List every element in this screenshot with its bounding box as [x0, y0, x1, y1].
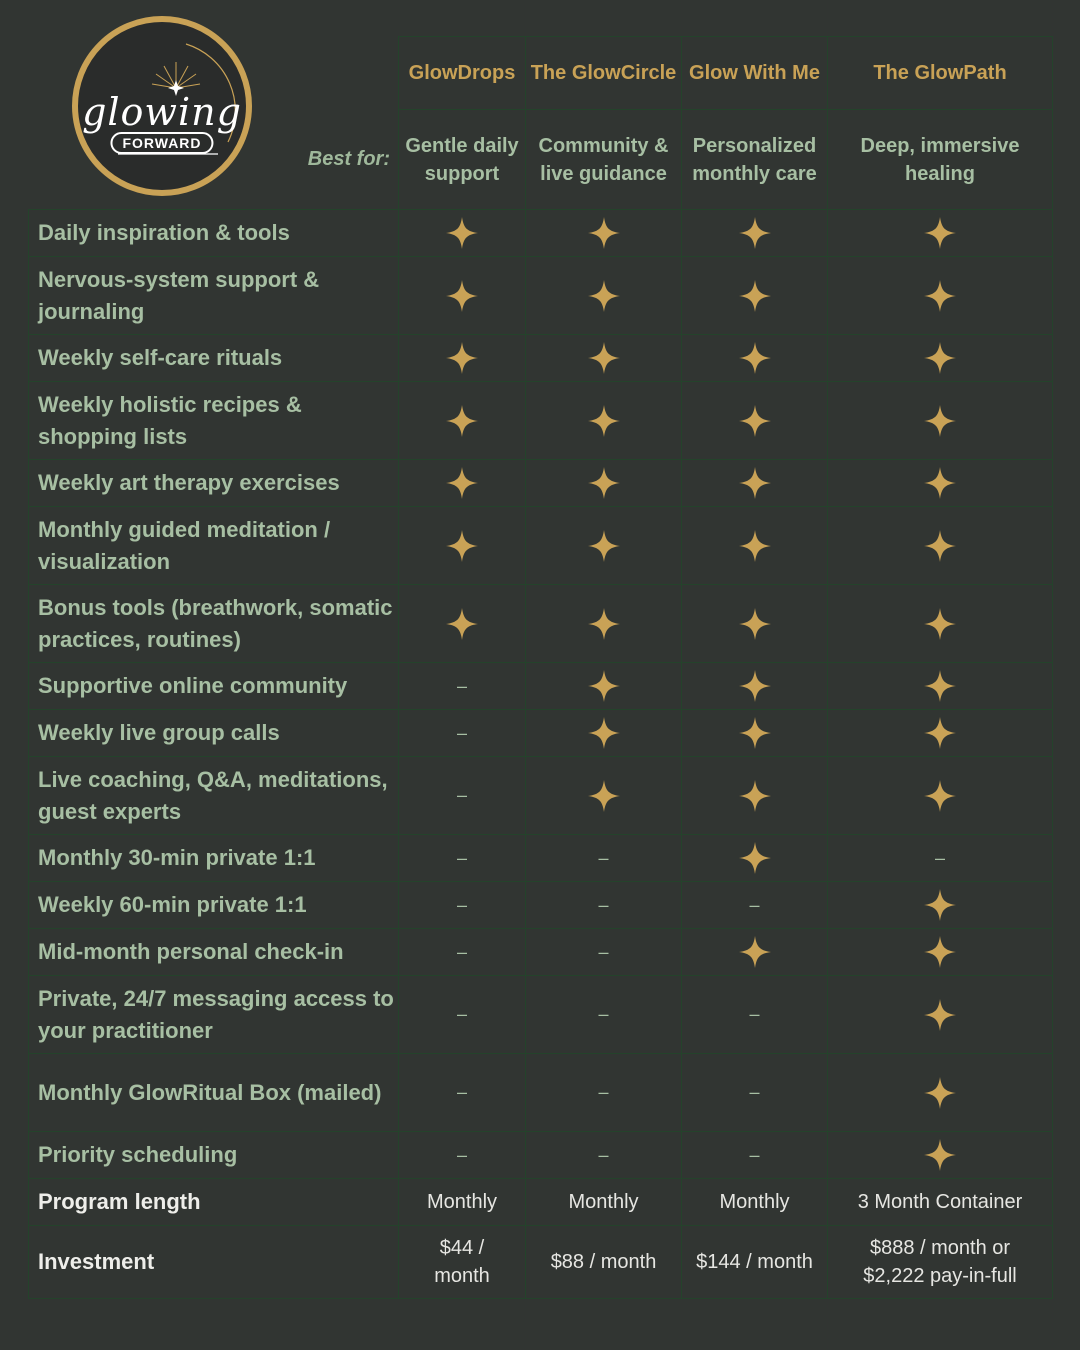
- program-length-value: Monthly: [526, 1179, 682, 1226]
- feature-cell: [682, 460, 828, 507]
- feature-cell: [399, 210, 526, 257]
- feature-cell: [399, 335, 526, 382]
- four-point-star-icon: [923, 529, 957, 563]
- dash-icon: –: [598, 1004, 609, 1024]
- dash-icon: –: [598, 847, 609, 868]
- plan-name-glowcircle: The GlowCircle: [526, 37, 682, 110]
- dash-icon: –: [749, 1004, 760, 1024]
- four-point-star-icon: [923, 1076, 957, 1110]
- feature-row: [29, 882, 1053, 929]
- feature-rows: [29, 210, 1053, 1179]
- four-point-star-icon: [923, 216, 957, 250]
- four-point-star-icon: [445, 529, 479, 563]
- four-point-star-icon: [587, 779, 621, 813]
- dash-icon: –: [456, 1144, 467, 1165]
- four-point-star-icon: [923, 935, 957, 969]
- feature-label: Weekly holistic recipes & shopping lists: [29, 382, 399, 460]
- feature-cell: [682, 882, 828, 929]
- program-length-row: [29, 1179, 1053, 1226]
- four-point-star-icon: [587, 607, 621, 641]
- four-point-star-icon: [738, 669, 772, 703]
- feature-label: Nervous-system support & journaling: [29, 257, 399, 335]
- program-length-label: Program length: [29, 1179, 399, 1226]
- plan-name-glowdrops: GlowDrops: [399, 37, 526, 110]
- dash-icon: –: [456, 1082, 467, 1102]
- feature-cell: [399, 257, 526, 335]
- feature-cell: [682, 976, 828, 1054]
- program-length-value: 3 Month Container: [828, 1179, 1053, 1226]
- four-point-star-icon: [587, 341, 621, 375]
- feature-label: Live coaching, Q&A, meditations, guest experts: [29, 757, 399, 835]
- feature-cell: [828, 257, 1053, 335]
- four-point-star-icon: [738, 607, 772, 641]
- feature-cell: [399, 710, 526, 757]
- feature-cell: [526, 976, 682, 1054]
- feature-cell: [399, 382, 526, 460]
- four-point-star-icon: [587, 529, 621, 563]
- four-point-star-icon: [587, 466, 621, 500]
- four-point-star-icon: [738, 404, 772, 438]
- four-point-star-icon: [738, 279, 772, 313]
- program-length-value: Monthly: [682, 1179, 828, 1226]
- dash-icon: –: [749, 1144, 760, 1165]
- investment-value: $888 / month or $2,222 pay-in-full: [828, 1226, 1053, 1299]
- best-for-glowpath: Deep, immersive healing: [828, 110, 1053, 210]
- dash-icon: –: [456, 1004, 467, 1024]
- four-point-star-icon: [738, 466, 772, 500]
- comparison-table: [28, 36, 1053, 1299]
- four-point-star-icon: [923, 888, 957, 922]
- feature-cell: [399, 1132, 526, 1179]
- feature-row: [29, 507, 1053, 585]
- four-point-star-icon: [587, 669, 621, 703]
- feature-cell: [526, 507, 682, 585]
- feature-cell: [828, 835, 1053, 882]
- plan-name-glow-with-me: Glow With Me: [682, 37, 828, 110]
- feature-label: Priority scheduling: [29, 1132, 399, 1179]
- plan-name-glowpath: The GlowPath: [828, 37, 1053, 110]
- investment-value: $44 / month: [399, 1226, 526, 1299]
- dash-icon: –: [934, 847, 945, 868]
- four-point-star-icon: [587, 216, 621, 250]
- feature-label: Daily inspiration & tools: [29, 210, 399, 257]
- four-point-star-icon: [738, 716, 772, 750]
- feature-label: Mid-month personal check-in: [29, 929, 399, 976]
- feature-cell: [828, 382, 1053, 460]
- feature-cell: [399, 835, 526, 882]
- four-point-star-icon: [738, 935, 772, 969]
- feature-cell: [526, 835, 682, 882]
- feature-row: [29, 382, 1053, 460]
- feature-label: Supportive online community: [29, 663, 399, 710]
- investment-value: $88 / month: [526, 1226, 682, 1299]
- feature-row: [29, 335, 1053, 382]
- feature-row: [29, 976, 1053, 1054]
- feature-cell: [399, 929, 526, 976]
- dash-icon: –: [598, 1082, 609, 1102]
- investment-label: Investment: [29, 1226, 399, 1299]
- four-point-star-icon: [923, 669, 957, 703]
- header-spacer: [29, 37, 399, 110]
- feature-row: [29, 1054, 1053, 1132]
- feature-cell: [682, 757, 828, 835]
- plan-header-row: [29, 37, 1053, 110]
- dash-icon: –: [749, 894, 760, 915]
- feature-cell: [828, 976, 1053, 1054]
- feature-cell: [682, 1054, 828, 1132]
- dash-icon: –: [456, 847, 467, 868]
- feature-row: [29, 210, 1053, 257]
- feature-label: Monthly GlowRitual Box (mailed): [29, 1054, 399, 1132]
- feature-row: [29, 257, 1053, 335]
- best-for-glow-with-me: Personalized monthly care: [682, 110, 828, 210]
- feature-row: [29, 929, 1053, 976]
- logo-wordmark: glowing: [82, 90, 242, 134]
- dash-icon: –: [456, 894, 467, 915]
- best-for-glowcircle: Community & live guidance: [526, 110, 682, 210]
- feature-cell: [828, 335, 1053, 382]
- four-point-star-icon: [923, 341, 957, 375]
- feature-label: Private, 24/7 messaging access to your practitioner: [29, 976, 399, 1054]
- four-point-star-icon: [445, 607, 479, 641]
- feature-cell: [682, 382, 828, 460]
- four-point-star-icon: [587, 716, 621, 750]
- feature-cell: [526, 1132, 682, 1179]
- dash-icon: –: [456, 785, 467, 805]
- four-point-star-icon: [445, 279, 479, 313]
- feature-cell: [526, 882, 682, 929]
- feature-cell: [828, 663, 1053, 710]
- feature-row: [29, 460, 1053, 507]
- four-point-star-icon: [923, 716, 957, 750]
- feature-cell: [828, 757, 1053, 835]
- four-point-star-icon: [923, 779, 957, 813]
- program-length-value: Monthly: [399, 1179, 526, 1226]
- feature-cell: [682, 257, 828, 335]
- feature-cell: [828, 882, 1053, 929]
- feature-row: [29, 710, 1053, 757]
- investment-value: $144 / month: [682, 1226, 828, 1299]
- feature-cell: [682, 929, 828, 976]
- feature-label: Weekly self-care rituals: [29, 335, 399, 382]
- feature-cell: [682, 663, 828, 710]
- feature-cell: [399, 663, 526, 710]
- four-point-star-icon: [738, 529, 772, 563]
- feature-label: Bonus tools (breathwork, somatic practices, routines): [29, 585, 399, 663]
- feature-cell: [526, 382, 682, 460]
- feature-cell: [399, 882, 526, 929]
- four-point-star-icon: [738, 779, 772, 813]
- best-for-label: Best for:: [307, 147, 390, 170]
- feature-label: Weekly live group calls: [29, 710, 399, 757]
- feature-cell: [526, 757, 682, 835]
- four-point-star-icon: [738, 341, 772, 375]
- feature-label: Weekly 60-min private 1:1: [29, 882, 399, 929]
- feature-cell: [399, 757, 526, 835]
- feature-cell: [526, 1054, 682, 1132]
- feature-cell: [828, 507, 1053, 585]
- feature-cell: [399, 1054, 526, 1132]
- four-point-star-icon: [587, 279, 621, 313]
- feature-cell: [526, 585, 682, 663]
- feature-cell: [526, 335, 682, 382]
- feature-cell: [399, 460, 526, 507]
- feature-cell: [682, 585, 828, 663]
- four-point-star-icon: [445, 466, 479, 500]
- four-point-star-icon: [587, 404, 621, 438]
- feature-cell: [526, 710, 682, 757]
- four-point-star-icon: [923, 404, 957, 438]
- feature-cell: [828, 929, 1053, 976]
- four-point-star-icon: [923, 279, 957, 313]
- investment-row: [29, 1226, 1053, 1299]
- dash-icon: –: [456, 675, 467, 696]
- feature-row: [29, 1132, 1053, 1179]
- logo-subtitle: FORWARD: [110, 132, 213, 154]
- feature-cell: [682, 335, 828, 382]
- feature-cell: [526, 663, 682, 710]
- feature-label: Monthly guided meditation / visualization: [29, 507, 399, 585]
- feature-label: Monthly 30-min private 1:1: [29, 835, 399, 882]
- feature-cell: [682, 835, 828, 882]
- feature-cell: [828, 585, 1053, 663]
- four-point-star-icon: [738, 216, 772, 250]
- dash-icon: –: [456, 722, 467, 743]
- feature-cell: [828, 1054, 1053, 1132]
- dash-icon: –: [598, 1144, 609, 1165]
- feature-row: [29, 663, 1053, 710]
- feature-cell: [526, 210, 682, 257]
- feature-cell: [399, 976, 526, 1054]
- feature-cell: [828, 710, 1053, 757]
- feature-cell: [682, 507, 828, 585]
- feature-row: [29, 585, 1053, 663]
- four-point-star-icon: [738, 841, 772, 875]
- four-point-star-icon: [923, 1138, 957, 1172]
- feature-cell: [828, 460, 1053, 507]
- feature-cell: [399, 507, 526, 585]
- dash-icon: –: [749, 1082, 760, 1102]
- feature-cell: [526, 257, 682, 335]
- four-point-star-icon: [923, 998, 957, 1032]
- feature-cell: [399, 585, 526, 663]
- dash-icon: –: [456, 941, 467, 962]
- feature-cell: [828, 1132, 1053, 1179]
- four-point-star-icon: [923, 466, 957, 500]
- dash-icon: –: [598, 894, 609, 915]
- feature-cell: [682, 710, 828, 757]
- feature-row: [29, 757, 1053, 835]
- feature-cell: [526, 929, 682, 976]
- best-for-row: [29, 110, 1053, 210]
- feature-cell: [682, 1132, 828, 1179]
- feature-cell: [526, 460, 682, 507]
- feature-cell: [828, 210, 1053, 257]
- feature-cell: [682, 210, 828, 257]
- four-point-star-icon: [445, 216, 479, 250]
- four-point-star-icon: [445, 404, 479, 438]
- feature-label: Weekly art therapy exercises: [29, 460, 399, 507]
- dash-icon: –: [598, 941, 609, 962]
- best-for-glowdrops: Gentle daily support: [399, 110, 526, 210]
- four-point-star-icon: [445, 341, 479, 375]
- feature-row: [29, 835, 1053, 882]
- four-point-star-icon: [923, 607, 957, 641]
